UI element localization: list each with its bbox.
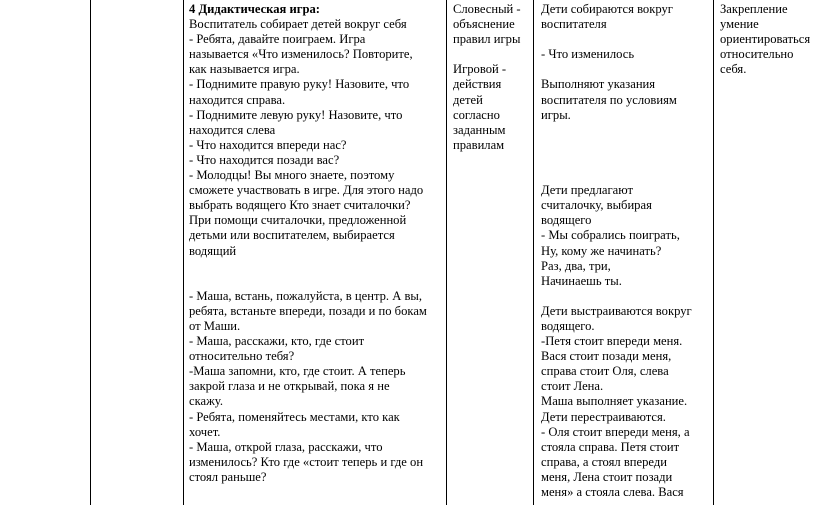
text-line: стоит Лена. — [541, 379, 604, 394]
text-line: Словесный - — [453, 2, 521, 16]
text-line: действия — [453, 77, 502, 92]
text-line: - Маша, расскажи, кто, где стоит — [189, 334, 365, 349]
text-line: детьми или воспитателем, выбирается — [189, 228, 395, 243]
text-line: -Маша запомни, кто, где стоит. А теперь — [189, 364, 406, 379]
text-line — [541, 289, 711, 304]
text-line: Раз, два, три, — [541, 258, 611, 273]
text-line: Дети выстраиваются вокруг — [541, 303, 692, 318]
text-line: себя. — [720, 62, 747, 77]
text-line — [541, 153, 711, 168]
text-line: как называется игра. — [189, 62, 300, 77]
text-line: ориентироваться — [720, 32, 811, 47]
text-line: относительно тебя? — [189, 349, 295, 364]
text-line: Ну, кому же начинать? — [541, 243, 662, 258]
text-line: находится слева — [189, 122, 276, 137]
text-line: называется «Что изменилось? Повторите, — [189, 47, 413, 62]
text-line: Закрепление — [720, 2, 788, 16]
text-line: воспитателя — [541, 17, 607, 32]
text-line: Дети перестраиваются. — [541, 409, 666, 424]
text-line: объяснение — [453, 17, 515, 32]
text-line: - Молодцы! Вы много знаете, поэтому — [189, 168, 395, 183]
text-line: умение — [720, 17, 759, 32]
text-line: закрой глаза и не открывай, пока я не — [189, 379, 390, 394]
text-line: Маша выполняет указание. — [541, 394, 688, 409]
text-line: считалочку, выбирая — [541, 198, 652, 213]
text-line: скажу. — [189, 394, 223, 409]
text-line: стояла справа. Петя стоит — [541, 439, 680, 454]
teacher-activity-cell — [189, 2, 444, 485]
table-border-3 — [446, 0, 447, 505]
text-line: меня» а стояла слева. Вася — [541, 485, 684, 499]
teacher-activity-text — [189, 17, 444, 485]
text-line: Дети предлагают — [541, 183, 633, 198]
text-line — [541, 32, 711, 47]
text-line: водящий — [189, 243, 237, 258]
text-line: водящего — [541, 213, 592, 228]
text-line: воспитателя по условиям — [541, 92, 677, 107]
text-line: хочет. — [189, 424, 221, 439]
text-line — [189, 274, 444, 289]
text-line: - Ребята, давайте поиграем. Игра — [189, 32, 366, 47]
table-border-4 — [533, 0, 534, 505]
text-line: - Поднимите левую руку! Назовите, что — [189, 107, 403, 122]
text-line: справа стоит Оля, слева — [541, 364, 669, 379]
text-line: меня, Лена стоит позади — [541, 469, 673, 484]
text-line: от Маши. — [189, 318, 241, 333]
table-border-2 — [183, 0, 184, 505]
text-line: - Маша, встань, пожалуйста, в центр. А вы, — [189, 288, 422, 303]
text-line — [541, 62, 711, 77]
text-line: - Ребята, поменяйтесь местами, кто как — [189, 409, 400, 424]
text-line — [541, 123, 711, 138]
text-line: - Маша, открой глаза, расскажи, что — [189, 439, 383, 454]
text-line: Выполняют указания — [541, 77, 656, 92]
text-line: - Оля стоит впереди меня, а — [541, 424, 690, 439]
text-line: игры. — [541, 107, 571, 122]
text-line: Начинаешь ты. — [541, 273, 622, 288]
result-cell — [720, 2, 814, 77]
text-line: стоял раньше? — [189, 469, 267, 484]
text-line: находится справа. — [189, 92, 286, 107]
text-line: согласно — [453, 107, 500, 122]
text-line: выбрать водящего Кто знает считалочки? — [189, 198, 411, 213]
text-line: детей — [453, 92, 483, 107]
text-line: правил игры — [453, 32, 521, 47]
text-line: Воспитатель собирает детей вокруг себя — [189, 17, 407, 32]
text-line: заданным — [453, 122, 506, 137]
text-line: - Что изменилось — [541, 47, 635, 62]
text-line: Вася стоит позади меня, — [541, 349, 672, 364]
text-line: - Поднимите правую руку! Назовите, что — [189, 77, 410, 92]
text-line: Игровой - — [453, 62, 507, 77]
text-line: водящего. — [541, 318, 595, 333]
table-border-1 — [90, 0, 91, 505]
game-heading: 4 Дидактическая игра: — [189, 2, 320, 16]
text-line — [541, 138, 711, 153]
text-line: правилам — [453, 137, 505, 152]
table-border-5 — [713, 0, 714, 505]
text-line: -Петя стоит впереди меня. — [541, 334, 683, 349]
text-line — [453, 47, 531, 62]
methods-cell — [453, 2, 531, 153]
text-line: ребята, встаньте впереди, позади и по бокам — [189, 303, 427, 318]
text-line — [189, 259, 444, 274]
children-activity-cell — [541, 2, 711, 500]
text-line: справа, а стоял впереди — [541, 454, 667, 469]
text-line: - Мы собрались поиграть, — [541, 228, 680, 243]
text-line: относительно — [720, 47, 794, 62]
text-line: При помощи считалочки, предложенной — [189, 213, 407, 228]
text-line: Дети собираются вокруг — [541, 2, 673, 16]
text-line: изменилось? Кто где «стоит теперь и где он — [189, 454, 424, 469]
text-line: - Что находится позади вас? — [189, 152, 340, 167]
text-line — [541, 168, 711, 183]
text-line: сможете участвовать в игре. Для этого надо — [189, 183, 424, 198]
text-line: - Что находится впереди нас? — [189, 137, 347, 152]
